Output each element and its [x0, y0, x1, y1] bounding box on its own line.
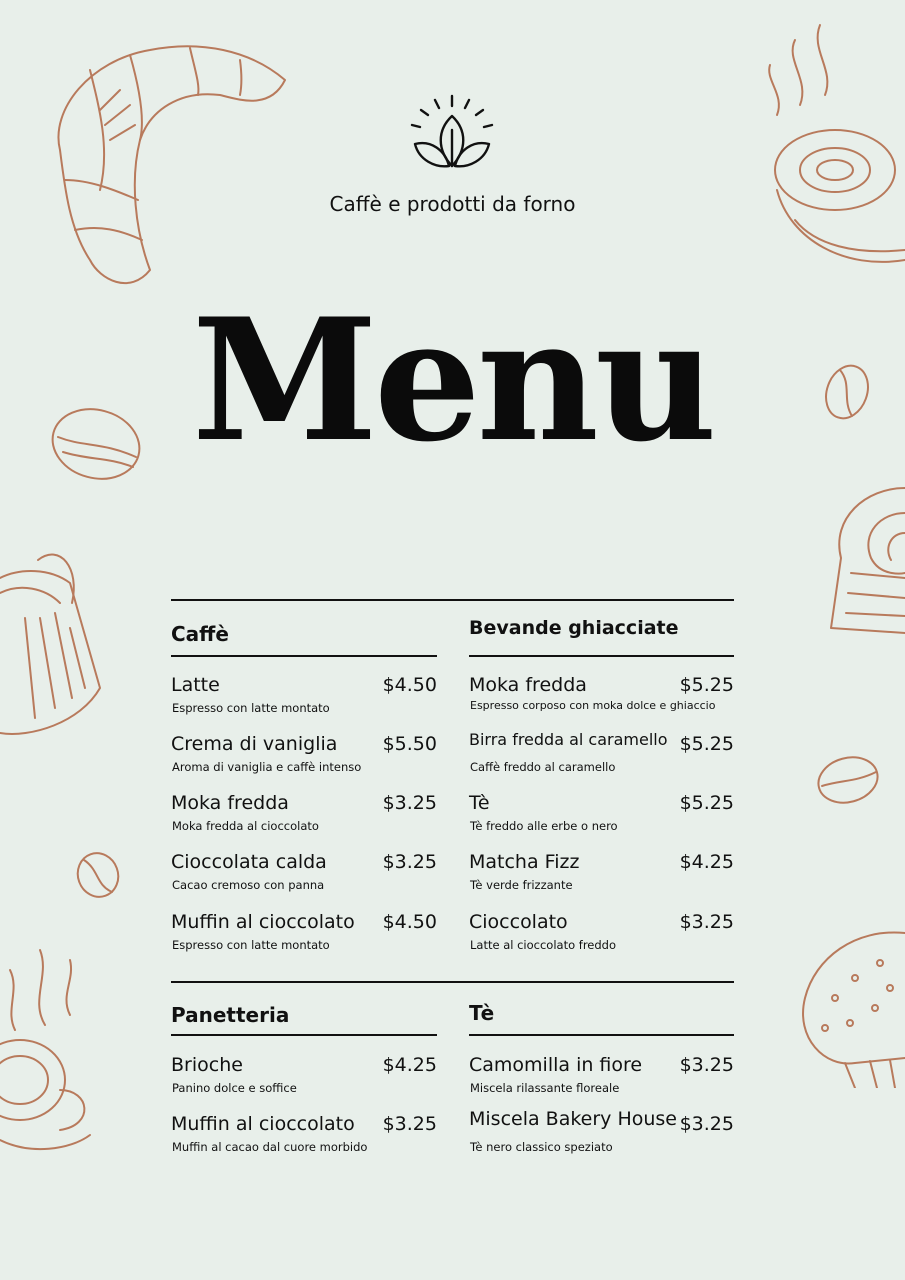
tagline: Caffè e prodotti da forno	[329, 192, 576, 216]
menu-item	[469, 792, 734, 848]
item-price: $5.25	[679, 733, 734, 755]
item-description: Espresso con latte montato	[172, 701, 330, 715]
item-name: Miscela Bakery House	[469, 1108, 677, 1130]
item-name: Muffin al cioccolato	[171, 1113, 355, 1135]
item-name: Cioccolato	[469, 911, 568, 933]
item-description: Espresso corposo con moka dolce e ghiaccio	[470, 699, 716, 712]
menu-item	[171, 1054, 437, 1110]
item-description: Cacao cremoso con panna	[172, 878, 325, 892]
item-description: Moka fredda al cioccolato	[172, 819, 319, 833]
item-price: $3.25	[382, 851, 437, 873]
section-title-te: Tè	[469, 1001, 495, 1025]
croissant-icon	[30, 30, 295, 305]
middle-divider	[171, 981, 734, 983]
coffee-bean-icon	[816, 750, 882, 810]
item-name: Matcha Fizz	[469, 851, 580, 873]
item-price: $4.25	[679, 851, 734, 873]
mug-icon	[0, 548, 110, 748]
section-title-panetteria: Panetteria	[171, 1003, 290, 1027]
item-price: $3.25	[679, 911, 734, 933]
coffee-bean-icon	[74, 850, 122, 900]
top-divider	[171, 599, 734, 601]
item-name: Camomilla in fiore	[469, 1054, 643, 1076]
item-description: Tè freddo alle erbe o nero	[470, 819, 618, 833]
item-price: $3.25	[679, 1113, 734, 1135]
menu-item	[171, 733, 437, 789]
coffee-cup-icon	[0, 940, 100, 1190]
menu-item	[171, 851, 437, 907]
section-underline	[469, 655, 734, 657]
item-description: Aroma di vaniglia e caffè intenso	[172, 760, 362, 774]
item-price: $5.25	[679, 674, 734, 696]
item-name: Tè	[469, 792, 490, 814]
item-name: Birra fredda al caramello	[469, 730, 668, 749]
item-price: $4.50	[382, 674, 437, 696]
item-description: Espresso con latte montato	[172, 938, 330, 952]
menu-item	[171, 1113, 437, 1169]
item-description: Muffin al cacao dal cuore morbido	[172, 1140, 368, 1154]
menu-item	[469, 1054, 734, 1110]
item-name: Cioccolata calda	[171, 851, 327, 873]
item-name: Brioche	[171, 1054, 243, 1076]
menu-item	[171, 911, 437, 967]
menu-item	[469, 730, 734, 789]
section-title-bevande: Bevande ghiacciate	[469, 617, 679, 639]
menu-item	[171, 792, 437, 848]
item-price: $3.25	[679, 1054, 734, 1076]
menu-item	[171, 674, 437, 730]
item-name: Moka fredda	[469, 674, 587, 696]
item-description: Caffè freddo al caramello	[470, 760, 616, 774]
item-description: Tè nero classico speziato	[470, 1140, 613, 1154]
item-price: $5.50	[382, 733, 437, 755]
sunburst-leaves-logo-icon	[405, 94, 499, 174]
section-underline	[469, 1034, 734, 1036]
item-description: Tè verde frizzante	[470, 878, 573, 892]
item-price: $3.25	[382, 1113, 437, 1135]
item-price: $3.25	[382, 792, 437, 814]
menu-title: Menu	[191, 281, 714, 479]
item-price: $4.50	[382, 911, 437, 933]
item-description: Panino dolce e soffice	[172, 1081, 297, 1095]
menu-item	[469, 851, 734, 907]
menu-item	[469, 911, 734, 967]
section-underline	[171, 655, 437, 657]
item-price: $5.25	[679, 792, 734, 814]
item-name: Moka fredda	[171, 792, 289, 814]
item-price: $4.25	[382, 1054, 437, 1076]
item-description: Miscela rilassante floreale	[470, 1081, 620, 1095]
coffee-cup-icon	[755, 20, 905, 280]
item-name: Crema di vaniglia	[171, 733, 338, 755]
item-name: Latte	[171, 674, 220, 696]
menu-item	[469, 1108, 734, 1169]
section-underline	[171, 1034, 437, 1036]
bread-loaf-icon	[826, 478, 905, 638]
menu-item	[469, 674, 734, 730]
item-description: Latte al cioccolato freddo	[470, 938, 617, 952]
item-name: Muffin al cioccolato	[171, 911, 355, 933]
muffin-icon	[795, 928, 905, 1088]
section-title-caffe: Caffè	[171, 622, 229, 646]
